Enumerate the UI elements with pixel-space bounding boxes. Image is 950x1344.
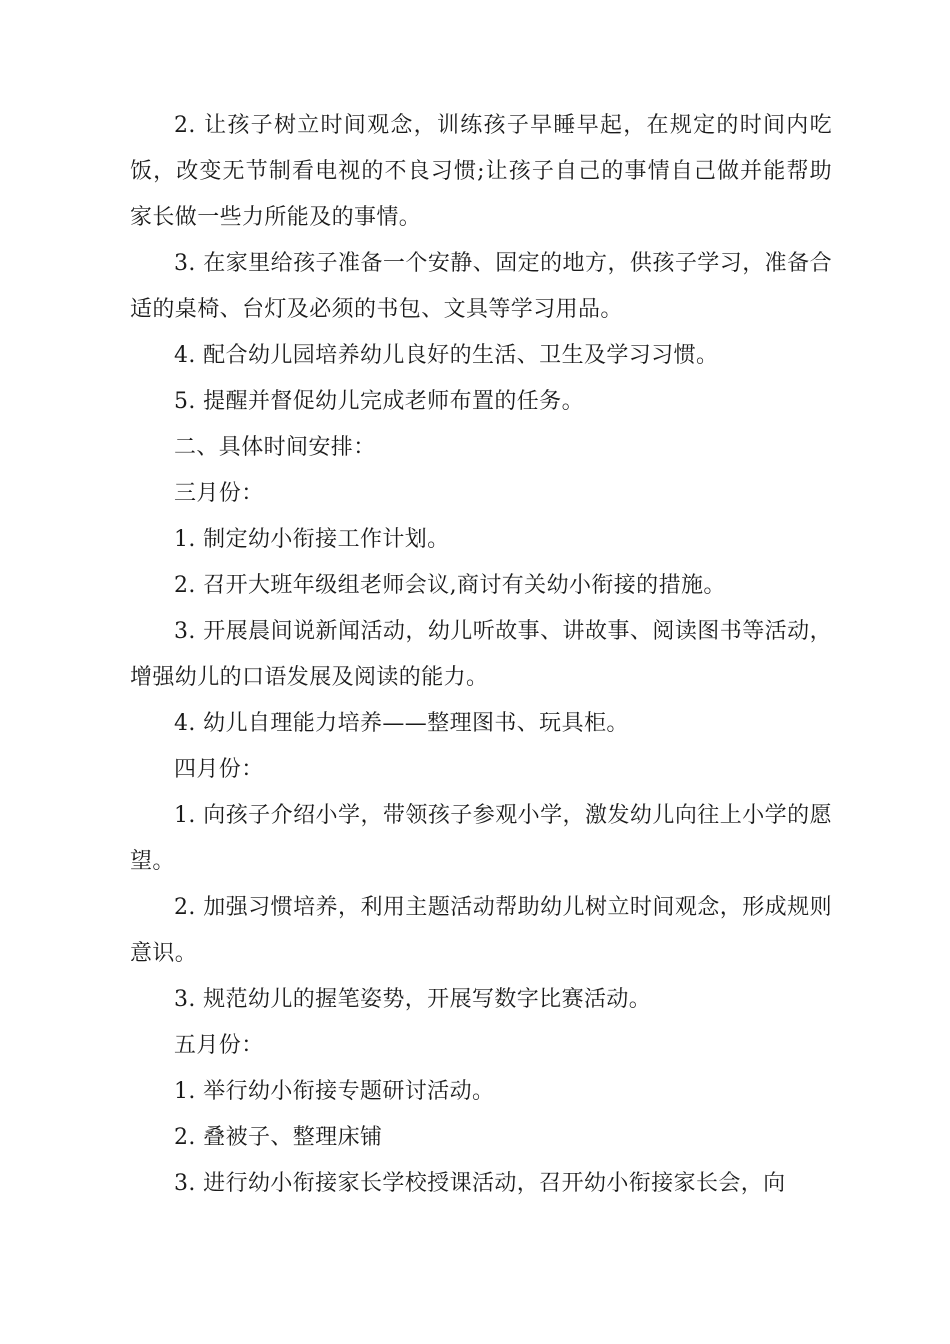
month-heading-april: 四月份： bbox=[174, 757, 264, 782]
paragraph-tasks: 5. 提醒并督促幼儿完成老师布置的任务。 bbox=[174, 389, 584, 414]
month-heading-may: 五月份： bbox=[174, 1033, 264, 1058]
list-item: 3. 进行幼小衔接家长学校授课活动，召开幼小衔接家长会，向 bbox=[174, 1171, 786, 1196]
paragraph-study-space: 3. 在家里给孩子准备一个安静、固定的地方，供孩子学习，准备合适的桌椅、台灯及必须的书包、文具等学习用品。 bbox=[130, 251, 832, 322]
list-item: 1. 制定幼小衔接工作计划。 bbox=[174, 527, 450, 552]
paragraph-kindergarten-habits: 4. 配合幼儿园培养幼儿良好的生活、卫生及学习习惯。 bbox=[174, 343, 719, 368]
paragraph-habits: 2. 让孩子树立时间观念，训练孩子早睡早起，在规定的时间内吃饭，改变无节制看电视的不良习惯;让孩子自己的事情自己做并能帮助家长做一些力所能及的事情。 bbox=[130, 113, 832, 230]
month-heading-march: 三月份： bbox=[174, 481, 264, 506]
section-heading-schedule: 二、具体时间安排： bbox=[174, 435, 376, 460]
list-item: 3. 开展晨间说新闻活动，幼儿听故事、讲故事、阅读图书等活动，增强幼儿的口语发展及阅读的能力。 bbox=[130, 619, 832, 690]
list-item: 1. 向孩子介绍小学，带领孩子参观小学，激发幼儿向往上小学的愿望。 bbox=[130, 803, 832, 874]
document-body bbox=[130, 103, 832, 1207]
list-item: 2. 加强习惯培养，利用主题活动帮助幼儿树立时间观念，形成规则意识。 bbox=[130, 895, 832, 966]
list-item: 1. 举行幼小衔接专题研讨活动。 bbox=[174, 1079, 495, 1104]
list-item: 2. 叠被子、整理床铺 bbox=[174, 1125, 383, 1150]
list-item: 4. 幼儿自理能力培养——整理图书、玩具柜。 bbox=[174, 711, 629, 736]
list-item: 2. 召开大班年级组老师会议,商讨有关幼小衔接的措施。 bbox=[174, 573, 726, 598]
list-item: 3. 规范幼儿的握笔姿势，开展写数字比赛活动。 bbox=[174, 987, 652, 1012]
